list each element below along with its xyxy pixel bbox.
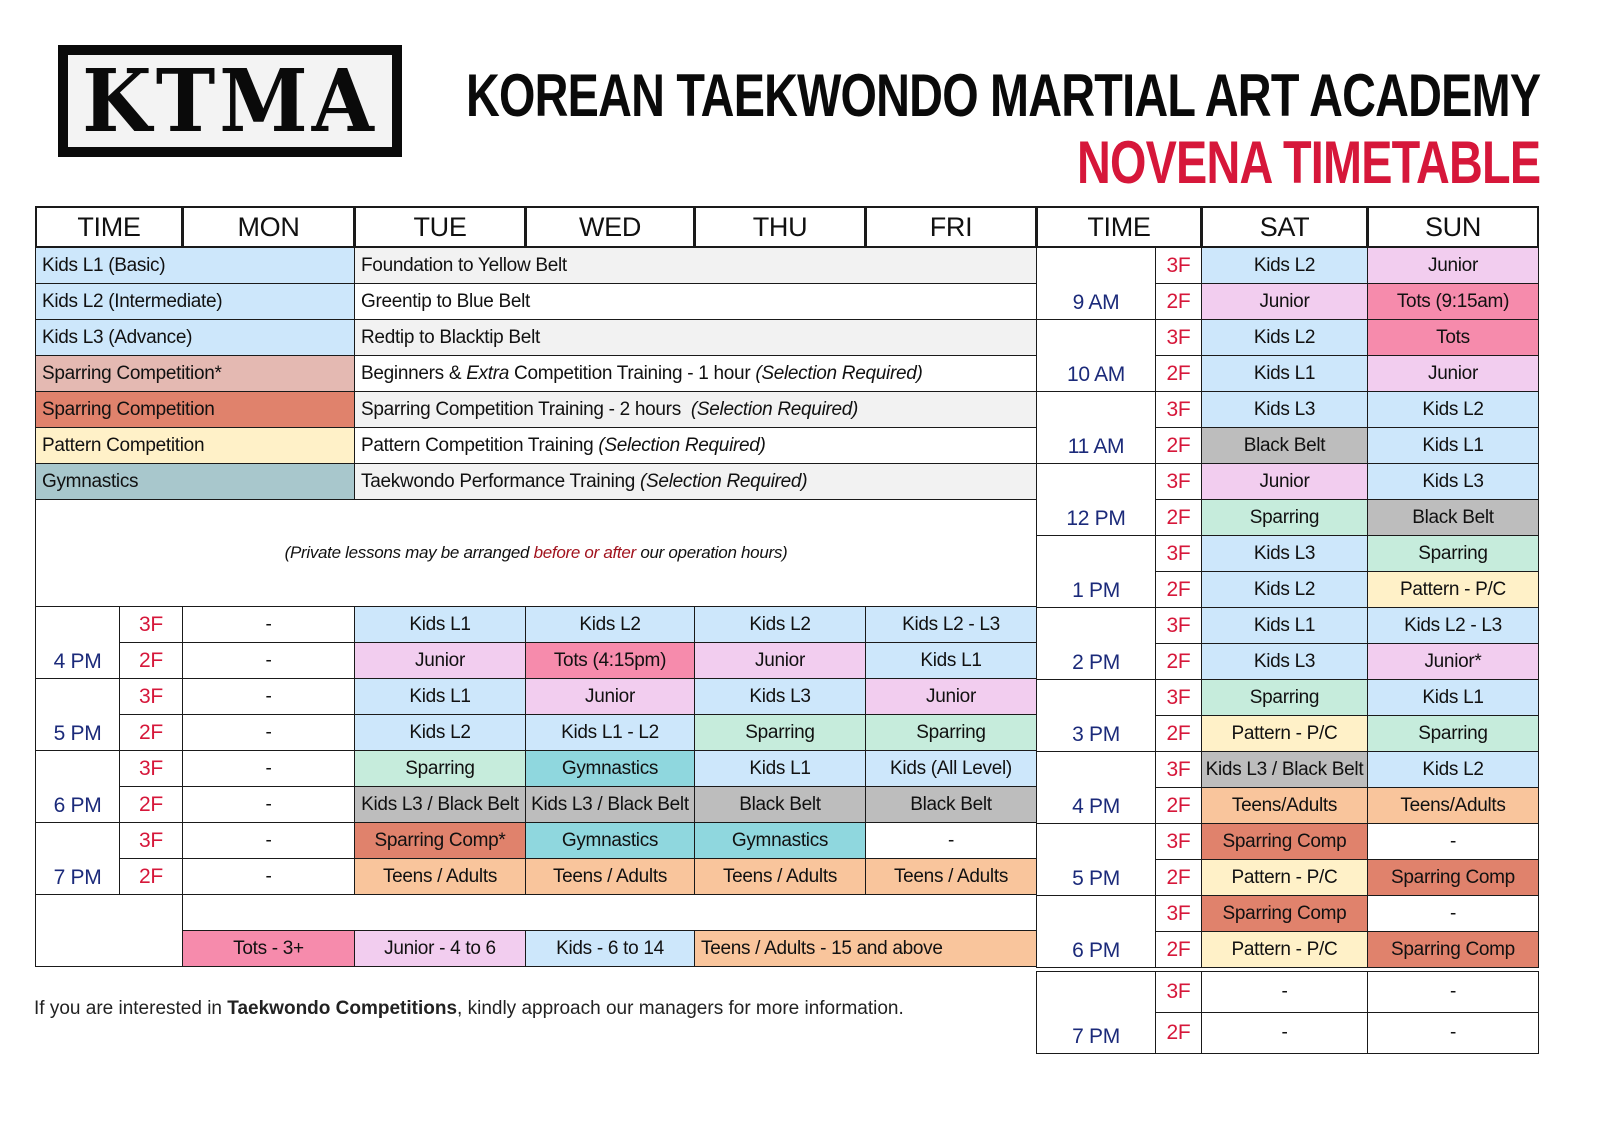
floor-label: 3F [1155, 247, 1202, 284]
class-tue-junior: Junior [354, 642, 526, 679]
time-slot: 5 PM [35, 678, 120, 751]
floor-label: 2F [1155, 571, 1202, 608]
class-sun-sparring-comp: Sparring Comp [1367, 859, 1539, 896]
class-sat-sparring-comp: Sparring Comp [1201, 895, 1368, 932]
class-sun-none: - [1367, 823, 1539, 860]
class-thu-teens-adults: Teens / Adults [694, 858, 866, 895]
description-text: Pattern Competition Training [361, 434, 599, 456]
class-sun-sparring-comp: Sparring Comp [1367, 931, 1539, 968]
floor-label: 2F [1155, 715, 1202, 752]
class-sat-kids-l2: Kids L2 [1201, 319, 1368, 356]
time-slot: 4 PM [35, 606, 120, 679]
time-slot: 3 PM [1036, 679, 1156, 752]
page-title: KOREAN TAEKWONDO MARTIAL ART ACADEMY [465, 62, 1540, 129]
floor-label: 3F [119, 606, 183, 643]
description-emphasis: Extra [466, 362, 510, 384]
floor-label: 3F [1155, 823, 1202, 860]
legend-blank-row [182, 894, 1037, 931]
class-sun-kids-l1: Kids L1 [1367, 679, 1539, 716]
class-sun-sparring: Sparring [1367, 535, 1539, 572]
floor-label: 2F [1155, 859, 1202, 896]
description-text: Beginners & [361, 362, 467, 384]
floor-label: 3F [1155, 607, 1202, 644]
title-block [163, 62, 1540, 196]
class-sat-pattern-p-c: Pattern - P/C [1201, 715, 1368, 752]
class-sun-teens-adults: Teens/Adults [1367, 787, 1539, 824]
class-tue-sparring: Sparring [354, 750, 526, 787]
selection-required-note: (Selection Required) [598, 434, 766, 456]
header-tue: TUE [354, 206, 526, 248]
note-text: our operation hours) [635, 543, 788, 562]
class-sun-none: - [1367, 895, 1539, 932]
program-description [354, 463, 1037, 500]
class-thu-sparring: Sparring [694, 714, 866, 751]
class-fri-kids-all-level: Kids (All Level) [865, 750, 1037, 787]
class-wed-gymnastics: Gymnastics [525, 822, 695, 859]
floor-label: 3F [1155, 971, 1202, 1013]
selection-required-note: (Selection Required) [755, 362, 923, 384]
class-sat-pattern-p-c: Pattern - P/C [1201, 859, 1368, 896]
floor-label: 2F [1155, 787, 1202, 824]
floor-label: 3F [1155, 463, 1202, 500]
class-thu-kids-l3: Kids L3 [694, 678, 866, 715]
description-text: Taekwondo Performance Training [361, 470, 641, 492]
footer-text: , kindly approach our managers for more information. [457, 998, 904, 1019]
description-text: Sparring Competition Training - 2 hours [361, 398, 691, 420]
floor-label: 2F [1155, 931, 1202, 968]
legend-tots: Tots - 3+ [182, 930, 355, 967]
class-fri-: - [865, 822, 1037, 859]
floor-label: 2F [119, 858, 183, 895]
class-sat-kids-l3-black-belt: Kids L3 / Black Belt [1201, 751, 1368, 788]
floor-label: 2F [119, 642, 183, 679]
note-text: (Private lessons may be arranged [284, 543, 534, 562]
header-sun: SUN [1367, 206, 1539, 248]
class-fri-junior: Junior [865, 678, 1037, 715]
description-text: Competition Training - 1 hour [509, 362, 756, 384]
time-slot: 6 PM [1036, 895, 1156, 968]
time-slot: 4 PM [1036, 751, 1156, 824]
class-sat-teens-adults: Teens/Adults [1201, 787, 1368, 824]
class-sun-kids-l2: Kids L2 [1367, 391, 1539, 428]
floor-label: 3F [1155, 751, 1202, 788]
time-slot: 7 PM [1036, 971, 1156, 1054]
class-sun-pattern-p-c: Pattern - P/C [1367, 571, 1539, 608]
floor-label: 2F [1155, 355, 1202, 392]
header-time-weekend: TIME [1036, 206, 1202, 248]
class-sun-sparring: Sparring [1367, 715, 1539, 752]
floor-label: 2F [1155, 499, 1202, 536]
class-sat-kids-l3: Kids L3 [1201, 643, 1368, 680]
header-time: TIME [35, 206, 183, 248]
time-slot: 7 PM [35, 822, 120, 895]
page-subtitle: NOVENA TIMETABLE [1076, 129, 1540, 196]
class-sun-junior: Junior* [1367, 643, 1539, 680]
class-sat-kids-l1: Kids L1 [1201, 355, 1368, 392]
class-fri-black-belt: Black Belt [865, 786, 1037, 823]
program-name: Kids L3 (Advance) [35, 319, 355, 356]
floor-label: 3F [1155, 895, 1202, 932]
header-thu: THU [694, 206, 866, 248]
class-sat-kids-l3: Kids L3 [1201, 535, 1368, 572]
class-wed-gymnastics: Gymnastics [525, 750, 695, 787]
class-sat-junior: Junior [1201, 463, 1368, 500]
time-slot: 12 PM [1036, 463, 1156, 536]
header-sat: SAT [1201, 206, 1368, 248]
time-slot: 1 PM [1036, 535, 1156, 608]
floor-label: 2F [1155, 1012, 1202, 1054]
class-sat-sparring: Sparring [1201, 679, 1368, 716]
class-sun-kids-l2: Kids L2 [1367, 751, 1539, 788]
time-slot: 5 PM [1036, 823, 1156, 896]
time-slot: 6 PM [35, 750, 120, 823]
class-sun-kids-l1: Kids L1 [1367, 427, 1539, 464]
program-name: Pattern Competition [35, 427, 355, 464]
class-sun-none: - [1367, 971, 1539, 1013]
header-mon: MON [182, 206, 355, 248]
class-wed-kids-l3-black-belt: Kids L3 / Black Belt [525, 786, 695, 823]
program-name: Sparring Competition* [35, 355, 355, 392]
class-sat-none: - [1201, 971, 1368, 1013]
floor-label: 3F [119, 750, 183, 787]
class-thu-kids-l1: Kids L1 [694, 750, 866, 787]
class-sun-none: - [1367, 1012, 1539, 1054]
time-slot: 9 AM [1036, 247, 1156, 320]
floor-label: 3F [1155, 535, 1202, 572]
class-sat-kids-l2: Kids L2 [1201, 571, 1368, 608]
floor-label: 2F [119, 786, 183, 823]
program-description [354, 391, 1037, 428]
class-wed-junior: Junior [525, 678, 695, 715]
program-name: Sparring Competition [35, 391, 355, 428]
class-tue-teens-adults: Teens / Adults [354, 858, 526, 895]
program-name: Kids L2 (Intermediate) [35, 283, 355, 320]
class-thu-gymnastics: Gymnastics [694, 822, 866, 859]
class-sun-kids-l3: Kids L3 [1367, 463, 1539, 500]
program-description: Foundation to Yellow Belt [354, 247, 1037, 284]
class-mon-: - [182, 714, 355, 751]
floor-label: 3F [119, 678, 183, 715]
program-name: Kids L1 (Basic) [35, 247, 355, 284]
logo-text: KTMA [82, 50, 378, 152]
selection-required-note: (Selection Required) [640, 470, 808, 492]
class-sat-sparring: Sparring [1201, 499, 1368, 536]
class-fri-sparring: Sparring [865, 714, 1037, 751]
class-mon-: - [182, 606, 355, 643]
class-tue-kids-l2: Kids L2 [354, 714, 526, 751]
floor-label: 3F [1155, 391, 1202, 428]
class-mon-: - [182, 750, 355, 787]
selection-required-note: (Selection Required) [690, 398, 859, 420]
class-thu-kids-l2: Kids L2 [694, 606, 866, 643]
time-slot: 2 PM [1036, 607, 1156, 680]
class-sat-sparring-comp: Sparring Comp [1201, 823, 1368, 860]
class-sat-none: - [1201, 1012, 1368, 1054]
class-fri-teens-adults: Teens / Adults [865, 858, 1037, 895]
program-description [354, 355, 1037, 392]
footer-text: If you are interested in [34, 998, 228, 1019]
class-sat-kids-l1: Kids L1 [1201, 607, 1368, 644]
class-sun-tots: Tots [1367, 319, 1539, 356]
class-tue-kids-l1: Kids L1 [354, 678, 526, 715]
floor-label: 2F [1155, 643, 1202, 680]
note-highlight: before or after [533, 543, 636, 562]
program-description: Redtip to Blacktip Belt [354, 319, 1037, 356]
floor-label: 3F [119, 822, 183, 859]
class-thu-junior: Junior [694, 642, 866, 679]
floor-label: 2F [1155, 427, 1202, 464]
class-sat-kids-l3: Kids L3 [1201, 391, 1368, 428]
program-description: Greentip to Blue Belt [354, 283, 1037, 320]
class-wed-kids-l2: Kids L2 [525, 606, 695, 643]
class-mon-: - [182, 858, 355, 895]
class-sun-kids-l2-l3: Kids L2 - L3 [1367, 607, 1539, 644]
class-sat-kids-l2: Kids L2 [1201, 247, 1368, 284]
class-sat-junior: Junior [1201, 283, 1368, 320]
legend-kids: Kids - 6 to 14 [525, 930, 695, 967]
class-sun-black-belt: Black Belt [1367, 499, 1539, 536]
class-sat-pattern-p-c: Pattern - P/C [1201, 931, 1368, 968]
legend-teens-adults: Teens / Adults - 15 and above [694, 930, 1037, 967]
footer-note [34, 998, 904, 1020]
header-wed: WED [525, 206, 695, 248]
class-mon-: - [182, 678, 355, 715]
program-name: Gymnastics [35, 463, 355, 500]
floor-label: 3F [1155, 319, 1202, 356]
class-fri-kids-l2-l3: Kids L2 - L3 [865, 606, 1037, 643]
header-fri: FRI [865, 206, 1037, 248]
class-sun-junior: Junior [1367, 355, 1539, 392]
class-wed-teens-adults: Teens / Adults [525, 858, 695, 895]
class-tue-kids-l1: Kids L1 [354, 606, 526, 643]
legend-spacer [35, 894, 183, 967]
class-mon-: - [182, 822, 355, 859]
class-mon-: - [182, 786, 355, 823]
class-fri-kids-l1: Kids L1 [865, 642, 1037, 679]
class-wed-kids-l1-l2: Kids L1 - L2 [525, 714, 695, 751]
floor-label: 2F [1155, 283, 1202, 320]
floor-label: 2F [119, 714, 183, 751]
class-sat-black-belt: Black Belt [1201, 427, 1368, 464]
private-lessons-note [35, 499, 1037, 607]
time-slot: 11 AM [1036, 391, 1156, 464]
footer-emphasis: Taekwondo Competitions [227, 998, 458, 1019]
class-tue-sparring-comp: Sparring Comp* [354, 822, 526, 859]
class-sun-junior: Junior [1367, 247, 1539, 284]
class-thu-black-belt: Black Belt [694, 786, 866, 823]
class-wed-tots-4-15pm: Tots (4:15pm) [525, 642, 695, 679]
class-sun-tots-9-15am: Tots (9:15am) [1367, 283, 1539, 320]
class-mon-: - [182, 642, 355, 679]
legend-junior: Junior - 4 to 6 [354, 930, 526, 967]
program-description [354, 427, 1037, 464]
time-slot: 10 AM [1036, 319, 1156, 392]
floor-label: 3F [1155, 679, 1202, 716]
class-tue-kids-l3-black-belt: Kids L3 / Black Belt [354, 786, 526, 823]
